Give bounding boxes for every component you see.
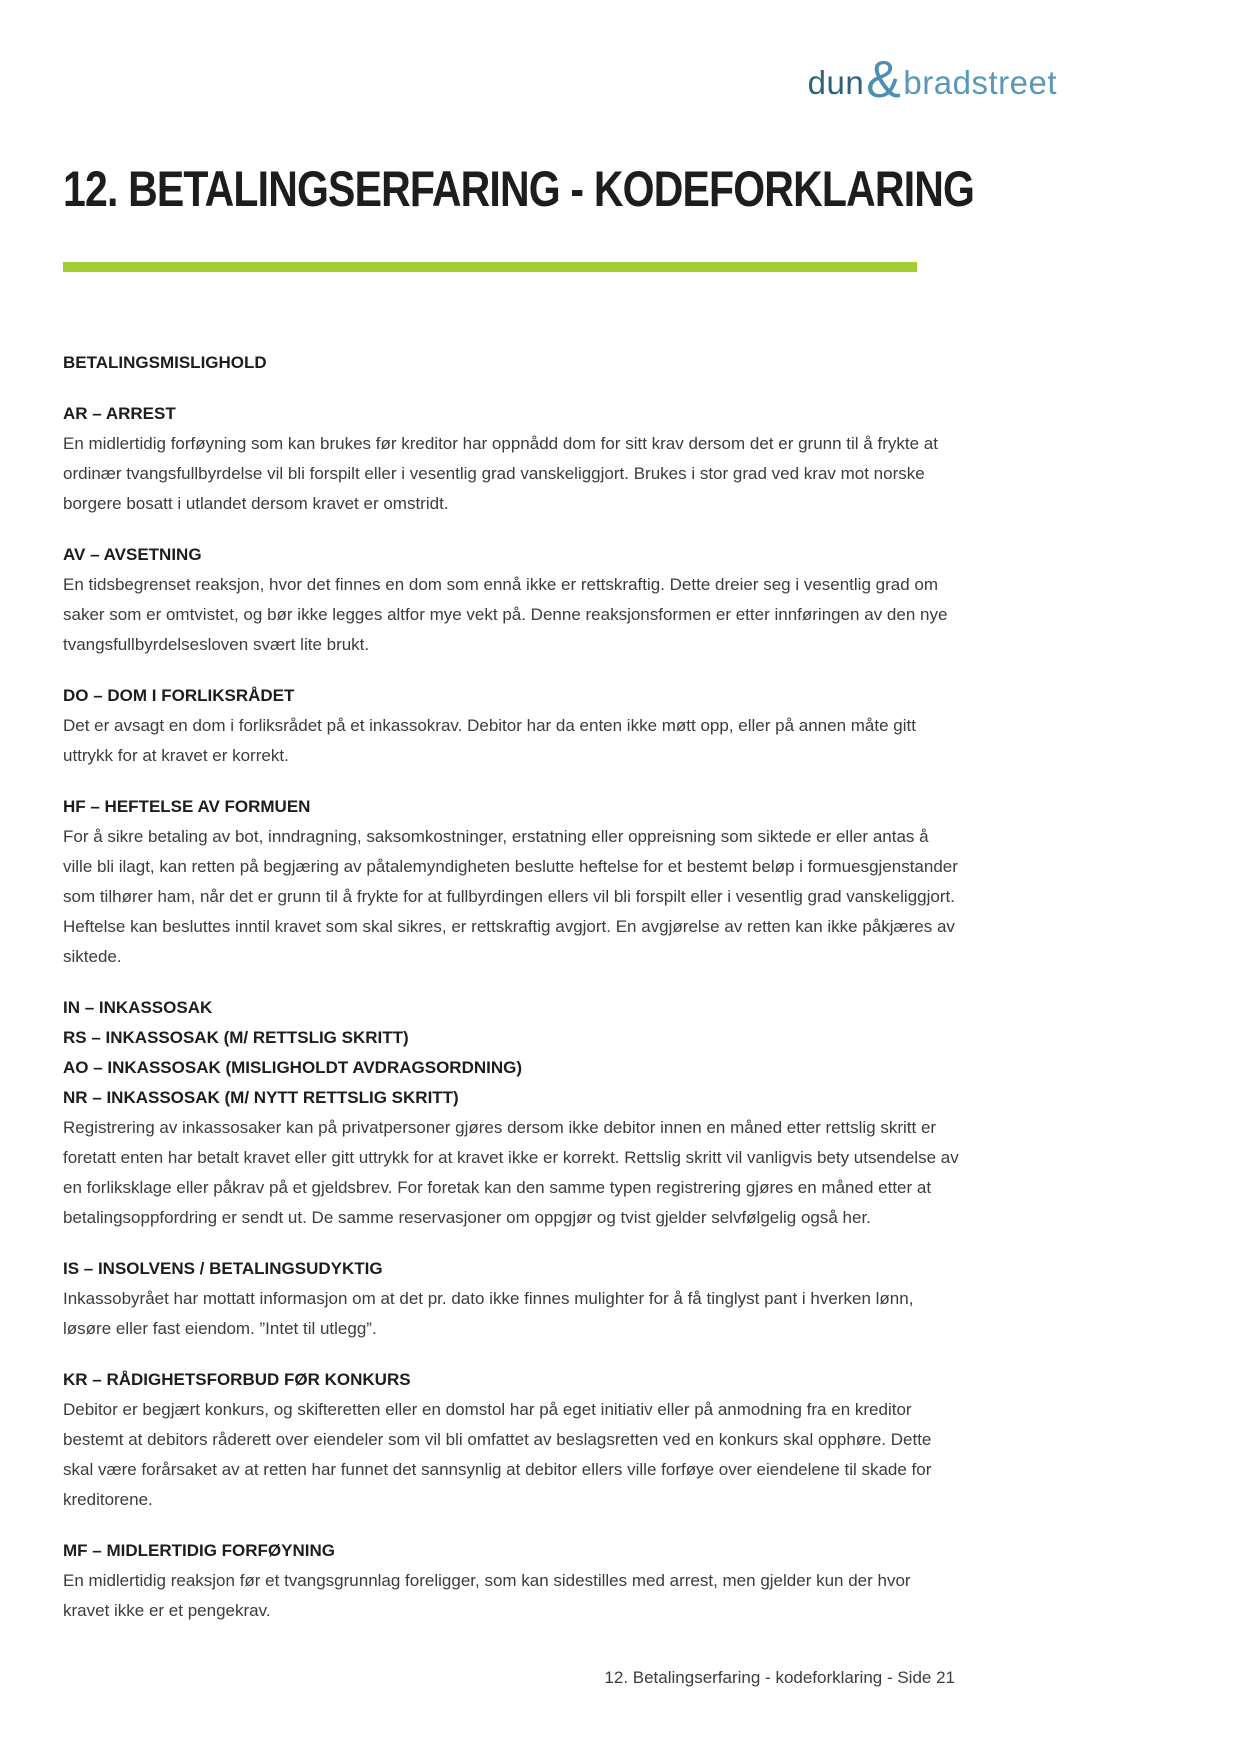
- logo-text-dun: dun: [807, 64, 865, 101]
- code-section-ar: [63, 399, 960, 519]
- code-section-mf: [63, 1536, 960, 1626]
- logo-text-bradstreet: bradstreet: [903, 64, 1057, 101]
- page-footer: 12. Betalingserfaring - kodeforklaring - Side 21: [604, 1668, 955, 1687]
- code-description-hf: For å sikre betaling av bot, inndragning, saksomkostninger, erstatning eller oppreisning som siktede er eller antas å ville bli ilagt, kan retten på begjæring av påtalemyndigheten beslutte heftelse for et bestemt beløp i formuesgjenstander som tilhører ham, når det er grunn til å frykte for at fullbyrdingen ellers vil bli forspilt eller i vesentlig grad vanskeliggjort. Heftelse kan besluttes inntil kravet som skal sikres, er rettskraftig avgjort. En avgjørelse av retten kan ikke påkjæres av siktede.: [63, 827, 958, 966]
- code-description-av: En tidsbegrenset reaksjon, hvor det finnes en dom som ennå ikke er rettskraftig. Dette dreier seg i vesentlig grad om saker som er omtvistet, og bør ikke legges altfor mye vekt på. Denne reaksjonsformen er etter innføringen av den nye tvangsfullbyrdelsesloven svært lite brukt.: [63, 575, 948, 654]
- code-section-av: [63, 540, 960, 660]
- code-heading-ao: AO – INKASSOSAK (MISLIGHOLDT AVDRAGSORDNING): [63, 1058, 523, 1077]
- code-heading-rs: RS – INKASSOSAK (M/ RETTSLIG SKRITT): [63, 1028, 409, 1047]
- document-body: [63, 348, 960, 1626]
- code-description-kr: Debitor er begjært konkurs, og skifteretten eller en domstol har på eget initiativ eller på anmodning fra en kreditor bestemt at debitors råderett over eiendeler som vil bli omfattet av beslagsretten ved en konkurs skal opphøre. Dette skal være forårsaket av at retten har funnet det sannsynlig at debitor ellers ville forføye over eiendelene til skade for kreditorene.: [63, 1400, 932, 1509]
- title-accent-bar: [63, 262, 917, 272]
- code-section-kr: [63, 1365, 960, 1515]
- code-heading-av: AV – AVSETNING: [63, 545, 202, 564]
- section-label-betalingsmislighold: BETALINGSMISLIGHOLD: [63, 353, 267, 372]
- code-heading-hf: HF – HEFTELSE AV FORMUEN: [63, 797, 311, 816]
- code-description-do: Det er avsagt en dom i forliksrådet på et inkassokrav. Debitor har da enten ikke møtt opp, eller på annen måte gitt uttrykk for at kravet er korrekt.: [63, 716, 916, 765]
- code-description-inkasso: Registrering av inkassosaker kan på privatpersoner gjøres dersom ikke debitor innen en måned etter rettslig skritt er foretatt enten har betalt kravet eller gitt uttrykk for at kravet ikke er korrekt. Rettslig skritt vil vanligvis bety utsendelse av en forliksklage eller påkrav på et gjeldsbrev. For foretak kan den samme typen registrering gjøres en måned etter at betalingsoppfordring er sendt ut. De samme reservasjoner om oppgjør og tvist gjelder selvfølgelig også her.: [63, 1118, 959, 1227]
- code-heading-ar: AR – ARREST: [63, 404, 176, 423]
- code-section-do: [63, 681, 960, 771]
- page-title: 12. BETALINGSERFARING - KODEFORKLARING: [63, 161, 975, 217]
- code-heading-mf: MF – MIDLERTIDIG FORFØYNING: [63, 1541, 335, 1560]
- code-section-inkasso: [63, 993, 960, 1233]
- code-heading-do: DO – DOM I FORLIKSRÅDET: [63, 686, 295, 705]
- code-description-is: Inkassobyrået har mottatt informasjon om at det pr. dato ikke finnes mulighter for å få tinglyst pant i hverken lønn, løsøre eller fast eiendom. ”Intet til utlegg”.: [63, 1289, 914, 1338]
- code-heading-in: IN – INKASSOSAK: [63, 998, 213, 1017]
- code-section-is: [63, 1254, 960, 1344]
- code-heading-nr: NR – INKASSOSAK (M/ NYTT RETTSLIG SKRITT): [63, 1088, 459, 1107]
- code-description-mf: En midlertidig reaksjon før et tvangsgrunnlag foreligger, som kan sidestilles med arrest, men gjelder kun der hvor kravet ikke er et pengekrav.: [63, 1571, 911, 1620]
- dun-bradstreet-logo: [807, 50, 1057, 109]
- code-heading-is: IS – INSOLVENS / BETALINGSUDYKTIG: [63, 1259, 383, 1278]
- code-section-hf: [63, 792, 960, 972]
- code-heading-kr: KR – RÅDIGHETSFORBUD FØR KONKURS: [63, 1370, 411, 1389]
- logo-ampersand-icon: &: [866, 50, 902, 109]
- code-description-ar: En midlertidig forføyning som kan brukes før kreditor har oppnådd dom for sitt krav dersom det er grunn til å frykte at ordinær tvangsfullbyrdelse vil bli forspilt eller i vesentlig grad vanskeliggjort. Brukes i stor grad ved krav mot norske borgere bosatt i utlandet dersom kravet er omstridt.: [63, 434, 938, 513]
